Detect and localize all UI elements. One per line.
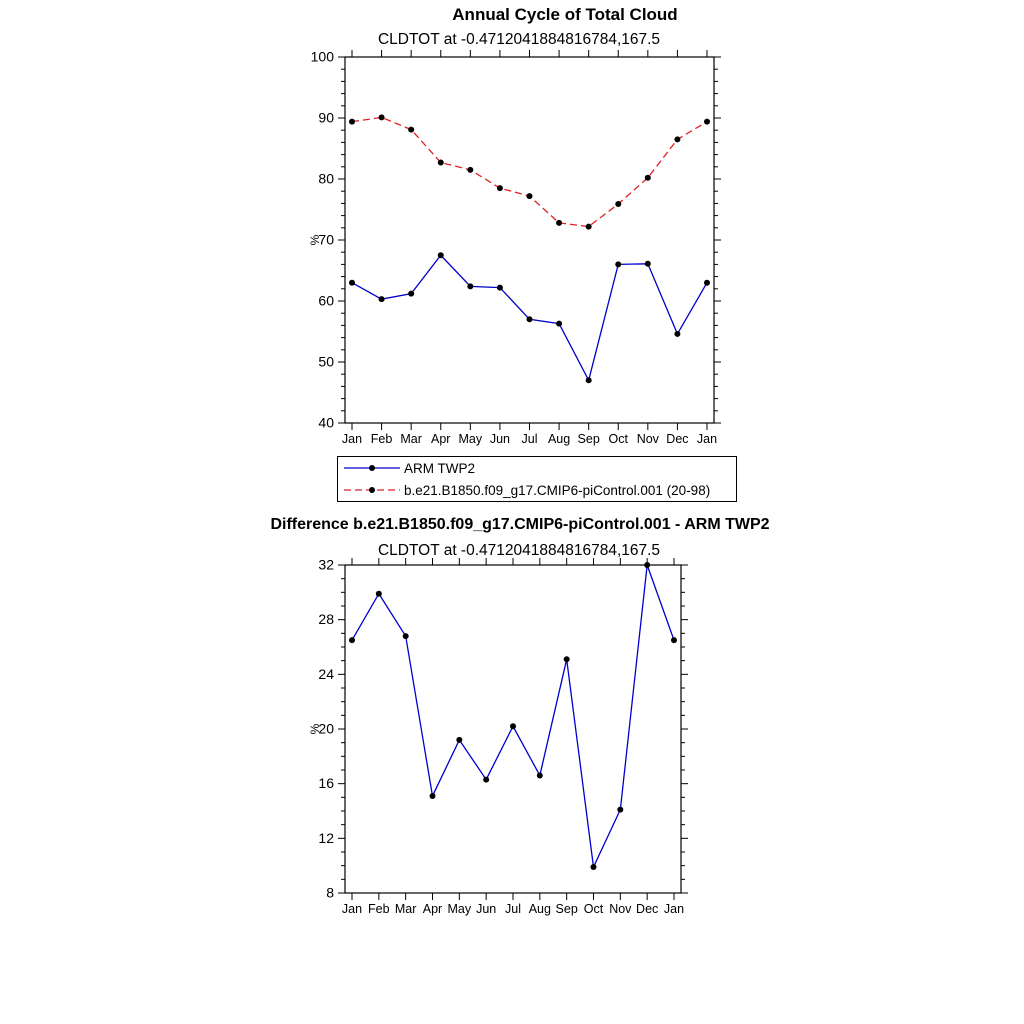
svg-text:Feb: Feb [370, 432, 393, 446]
svg-text:12: 12 [318, 829, 334, 846]
svg-text:Dec: Dec [636, 902, 659, 916]
svg-text:Nov: Nov [609, 902, 632, 916]
svg-text:Mar: Mar [400, 432, 422, 446]
svg-text:60: 60 [318, 292, 334, 309]
svg-text:100: 100 [310, 48, 334, 65]
svg-text:50: 50 [318, 353, 334, 370]
difference-chart [280, 550, 720, 925]
svg-text:Feb: Feb [368, 902, 390, 916]
svg-text:40: 40 [318, 414, 334, 431]
svg-text:%: % [308, 723, 322, 735]
svg-text:Apr: Apr [431, 432, 451, 446]
difference-chart-subtitle: CLDTOT at -0.4712041884816784,167.5 [377, 542, 661, 559]
svg-text:Nov: Nov [636, 432, 659, 446]
difference-chart-title: Difference b.e21.B1850.f09_g17.CMIP6-piControl.001 - ARM TWP2 [270, 516, 770, 533]
svg-text:Jan: Jan [696, 432, 718, 446]
svg-text:Jan: Jan [341, 432, 363, 446]
svg-text:Jul: Jul [521, 432, 538, 446]
legend-entry-model [344, 479, 736, 501]
svg-text:Oct: Oct [608, 432, 628, 446]
svg-text:Sep: Sep [555, 902, 578, 916]
svg-text:Jun: Jun [476, 902, 497, 916]
svg-text:Apr: Apr [422, 902, 443, 916]
top-chart-subtitle: CLDTOT at -0.4712041884816784,167.5 [377, 31, 661, 48]
svg-text:May: May [458, 432, 483, 446]
svg-text:24: 24 [318, 665, 334, 682]
svg-text:28: 28 [318, 611, 334, 628]
svg-text:80: 80 [318, 170, 334, 187]
svg-text:Mar: Mar [394, 902, 417, 916]
legend-entry-arm-twp2 [344, 457, 736, 479]
legend-box [337, 456, 737, 502]
svg-text:20: 20 [318, 720, 334, 737]
svg-text:Jun: Jun [489, 432, 510, 446]
svg-text:Aug: Aug [547, 432, 571, 446]
svg-text:90: 90 [318, 109, 334, 126]
annual-cycle-chart [280, 30, 750, 450]
svg-text:Aug: Aug [528, 902, 551, 916]
svg-text:Jan: Jan [341, 902, 363, 916]
top-chart-title: Annual Cycle of Total Cloud [452, 5, 678, 24]
svg-text:32: 32 [318, 556, 334, 573]
svg-text:Oct: Oct [583, 902, 604, 916]
blue-solid-line-sample [344, 461, 400, 475]
svg-text:Jan: Jan [663, 902, 685, 916]
red-dashed-line-sample [344, 483, 400, 497]
svg-text:8: 8 [326, 884, 334, 901]
svg-text:Dec: Dec [666, 432, 689, 446]
legend-label-model: b.e21.B1850.f09_g17.CMIP6-piControl.001 (20-98) [404, 482, 711, 498]
svg-text:Sep: Sep [577, 432, 600, 446]
svg-text:70: 70 [318, 231, 334, 248]
legend-label-arm-twp2: ARM TWP2 [404, 460, 476, 476]
svg-text:Jul: Jul [505, 902, 521, 916]
svg-text:16: 16 [318, 775, 334, 792]
svg-text:%: % [308, 234, 322, 246]
svg-text:May: May [447, 902, 472, 916]
